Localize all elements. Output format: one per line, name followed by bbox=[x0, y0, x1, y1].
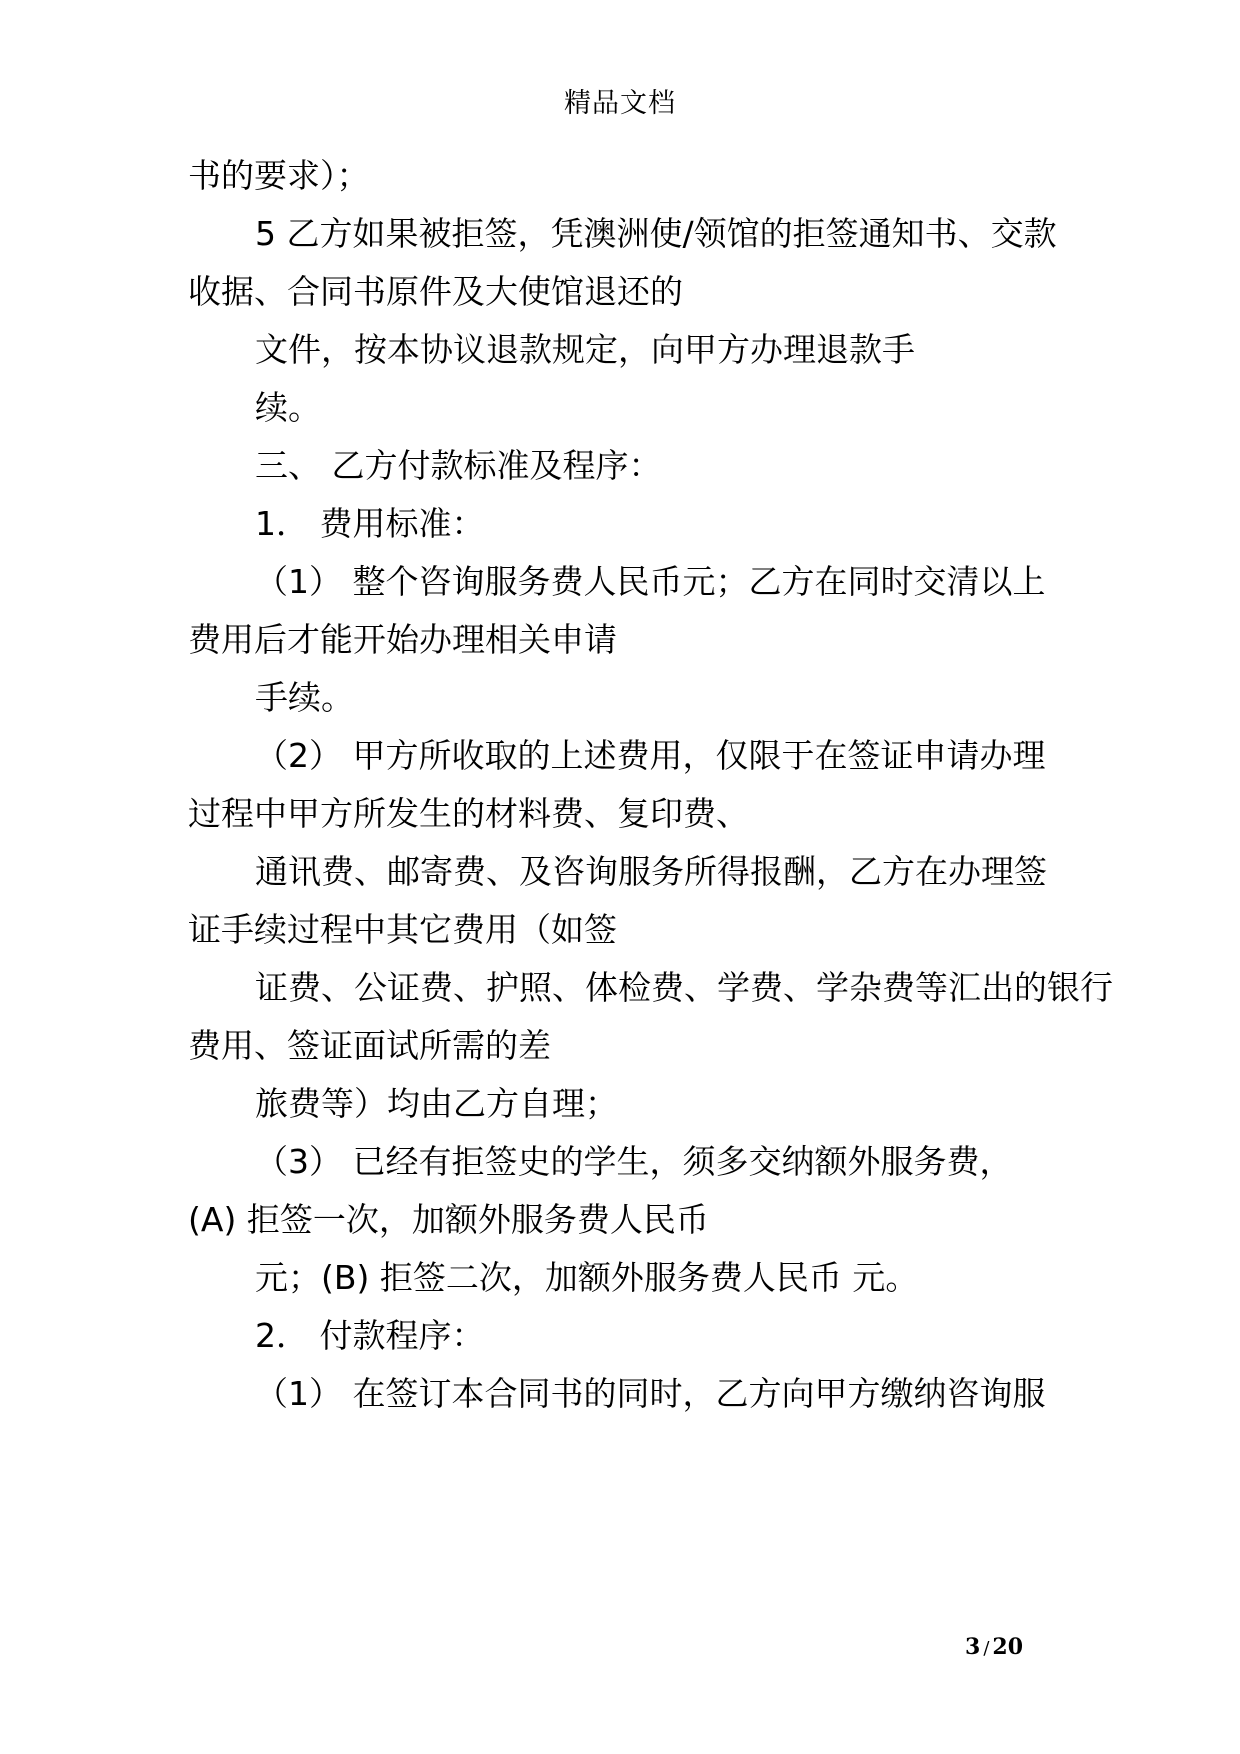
body-line: 费用、签证面试所需的差 bbox=[188, 1026, 551, 1065]
body-line: 5 乙方如果被拒签，凭澳洲使/领馆的拒签通知书、交款 bbox=[255, 214, 1057, 253]
body-line: 过程中甲方所发生的材料费、复印费、 bbox=[188, 794, 749, 833]
body-line: 证费、公证费、护照、体检费、学费、学杂费等汇出的银行 bbox=[255, 968, 1113, 1007]
body-line: 文件，按本协议退款规定，向甲方办理退款手 bbox=[255, 330, 915, 369]
body-line: 证手续过程中其它费用（如签 bbox=[188, 910, 617, 949]
body-line: 1． 费用标准： bbox=[255, 504, 485, 543]
page-number-current: 3 bbox=[965, 1634, 981, 1660]
body-line: 2． 付款程序： bbox=[255, 1316, 485, 1355]
document-header-title: 精品文档 bbox=[564, 88, 676, 119]
body-line: 元；(B) 拒签二次，加额外服务费人民币 元。 bbox=[255, 1258, 919, 1297]
page-number bbox=[965, 1632, 1023, 1664]
body-line: （2） 甲方所收取的上述费用，仅限于在签证申请办理 bbox=[255, 736, 1046, 775]
body-line: 三、 乙方付款标准及程序： bbox=[255, 446, 662, 485]
body-line: （1） 在签订本合同书的同时，乙方向甲方缴纳咨询服 bbox=[255, 1374, 1046, 1413]
page-number-separator: / bbox=[983, 1638, 990, 1659]
page-number-total: 20 bbox=[992, 1634, 1024, 1660]
body-line: 费用后才能开始办理相关申请 bbox=[188, 620, 617, 659]
body-line: (A) 拒签一次，加额外服务费人民币 bbox=[188, 1200, 709, 1239]
body-line: 手续。 bbox=[255, 678, 354, 717]
body-line: 通讯费、邮寄费、及咨询服务所得报酬，乙方在办理签 bbox=[255, 852, 1047, 891]
body-line: 书的要求）； bbox=[188, 156, 370, 195]
body-line: （3） 已经有拒签史的学生，须多交纳额外服务费， bbox=[255, 1142, 1013, 1181]
body-line: 续。 bbox=[255, 388, 321, 427]
body-line: 旅费等）均由乙方自理； bbox=[255, 1084, 618, 1123]
body-line: （1） 整个咨询服务费人民币元；乙方在同时交清以上 bbox=[255, 562, 1046, 601]
body-line: 收据、合同书原件及大使馆退还的 bbox=[188, 272, 683, 311]
